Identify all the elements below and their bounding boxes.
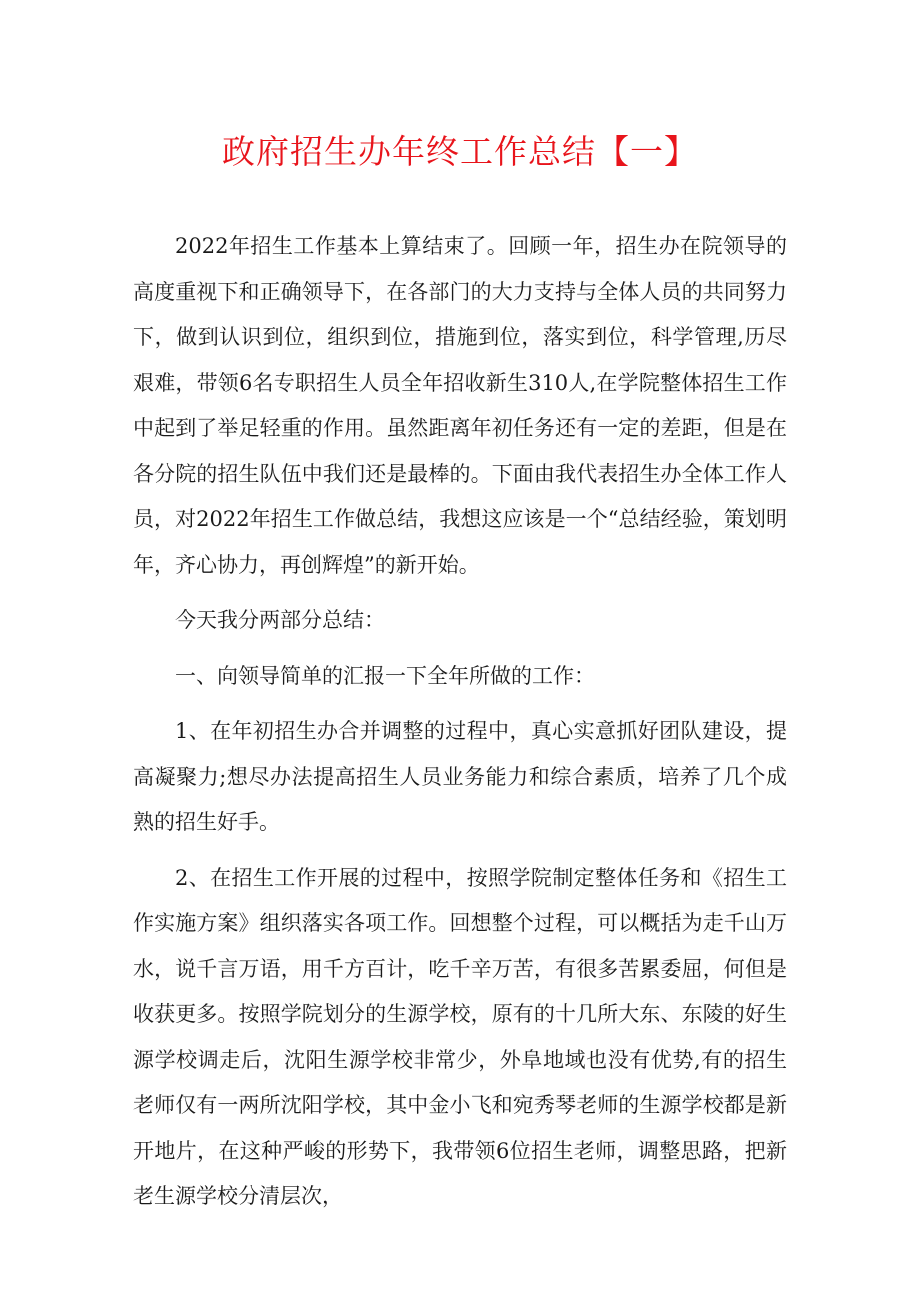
document-body [133,224,787,1220]
paragraph-intro: 2022年招生工作基本上算结束了。回顾一年，招生办在院领导的高度重视下和正确领导下，在各部门的大力支持与全体人员的共同努力下，做到认识到位，组织到位，措施到位，落实到位，科学管理,历尽艰难，带领6名专职招生人员全年招收新生310人,在学院整体招生工作中起到了举足轻重的作用。虽然距离年初任务还有一定的差距，但是在各分院的招生队伍中我们还是最棒的。下面由我代表招生办全体工作人员，对2022年招生工作做总结，我想这应该是一个“总结经验，策划明年，齐心协力，再创辉煌”的新开始。 [133,234,787,577]
paragraph-outline: 今天我分两部分总结： [175,608,385,632]
paragraph-section-one-heading: 一、向领导简单的汇报一下全年所做的工作： [175,663,595,688]
paragraph-item-1: 1、在年初招生办合并调整的过程中，真心实意抓好团队建设，提高凝聚力;想尽办法提高招生人员业务能力和综合素质，培养了几个成熟的招生好手。 [133,719,787,834]
document-title: 政府招生办年终工作总结【一】 [222,132,698,171]
paragraph-item-2: 2、在招生工作开展的过程中，按照学院制定整体任务和《招生工作实施方案》组织落实各项工作。回想整个过程，可以概括为走千山万水，说千言万语，用千方百计，吃千辛万苦，有很多苦累委屈，何但是收获更多。按照学院划分的生源学校，原有的十几所大东、东陵的好生源学校调走后，沈阳生源学校非常少，外阜地域也没有优势,有的招生老师仅有一两所沈阳学校，其中金小飞和宛秀琴老师的生源学校都是新开地片，在这种严峻的形势下，我带领6位招生老师，调整思路，把新老生源学校分清层次， [133,865,787,1208]
